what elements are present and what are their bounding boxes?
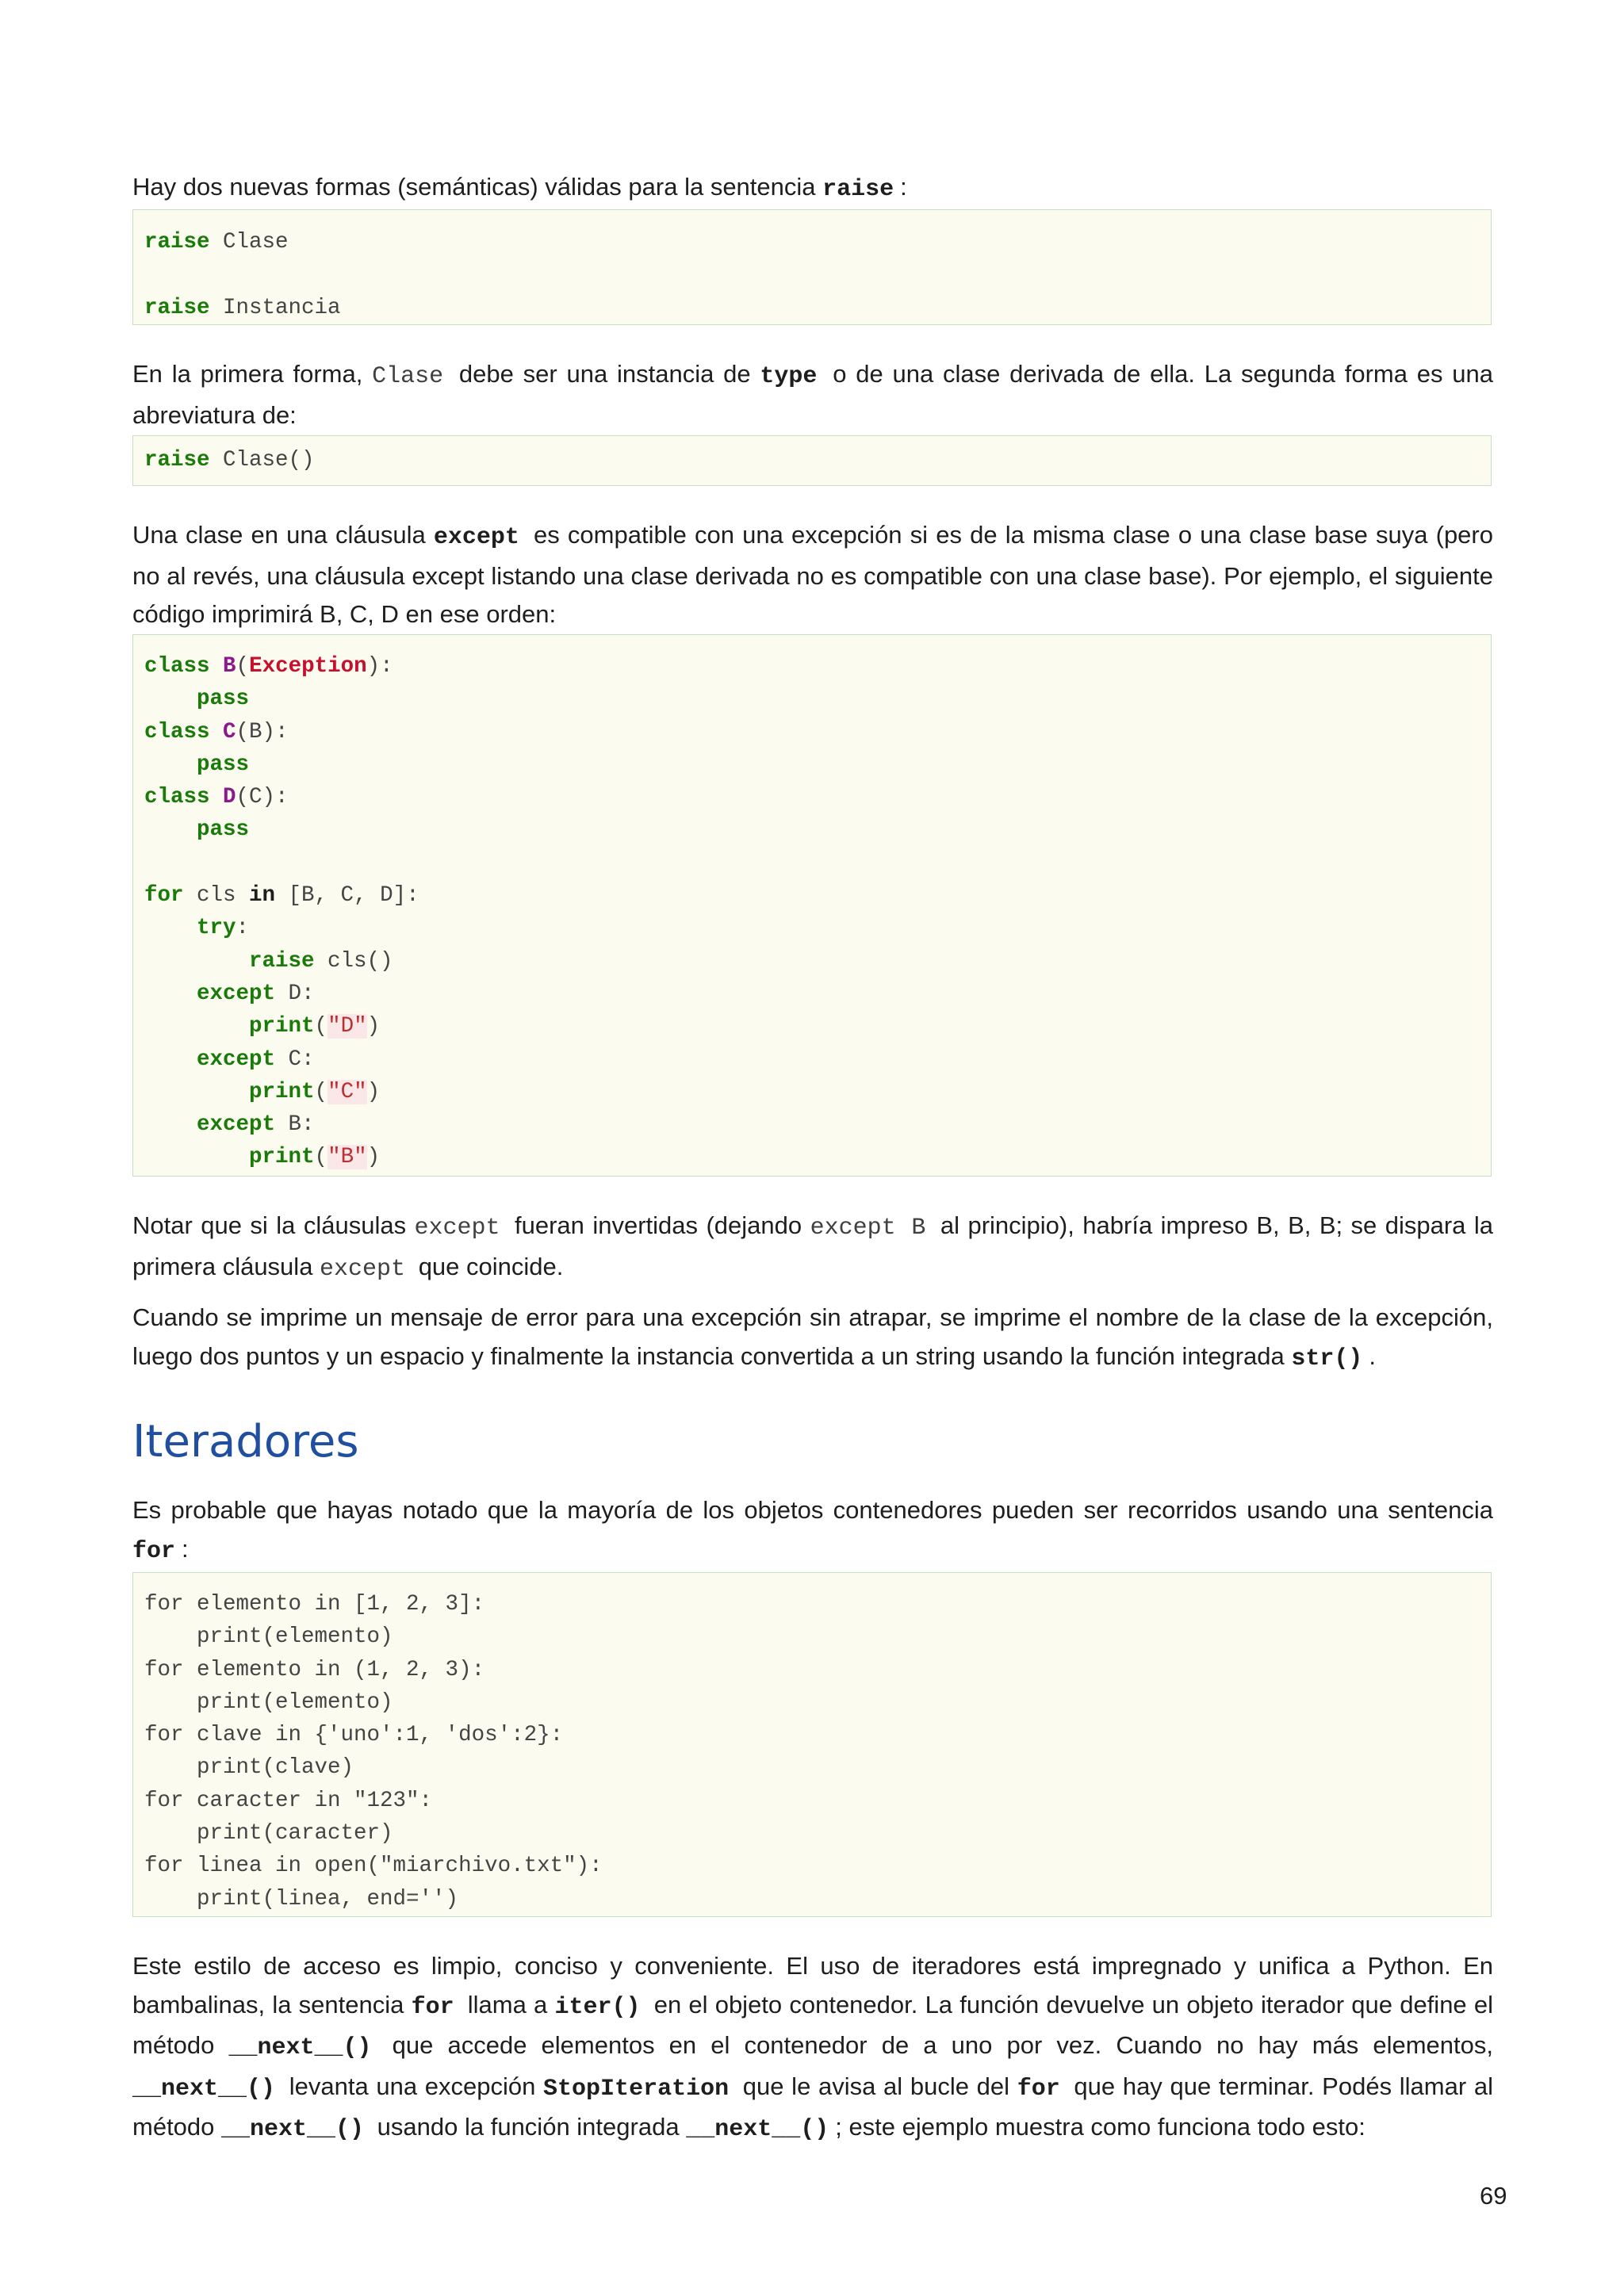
- code-line: except B:: [197, 1112, 315, 1138]
- code-line: [144, 258, 1491, 291]
- code-line: print("D"): [249, 1014, 381, 1039]
- inline-code-str: str(): [1291, 1345, 1363, 1372]
- code-line: print("C"): [249, 1079, 381, 1104]
- paragraph-except-compatible: Una clase en una cláusula except es compatible con una excepción si es de la misma clase o una clase base suya (pero no al revés, una cláusula except listando una clase derivada no es compatible con una clase base). Por ejemplo, el siguiente código imprimirá B, C, D en ese orden:: [132, 521, 1493, 628]
- paragraph-iterador-explicacion: Este estilo de acceso es limpio, conciso y conveniente. El uso de iteradores está impregnado y unifica a Python. En bambalinas, la sentencia for llama a iter() en el objeto contenedor. La función devuelve un objeto iterador que define el método __next__() que accede elementos en el contenedor de a uno por vez. Cuando no hay más elementos, __next__() levanta una excepción StopIteration que le avisa al bucle del for que hay que terminar. Podés llamar al método __next__() usando la función integrada __next__() ; este ejemplo muestra como funciona todo esto:: [132, 1952, 1494, 2143]
- code-line: except C:: [197, 1047, 315, 1072]
- code-line: print(caracter): [144, 1821, 393, 1846]
- code-line: print(clave): [144, 1755, 354, 1781]
- inline-code-for: for: [411, 1993, 454, 2021]
- inline-code-except: except: [433, 524, 519, 551]
- inline-code-except-b: except B: [810, 1215, 926, 1242]
- code-block-exception-classes: [132, 634, 1492, 1177]
- code-line: for caracter in "123":: [144, 1788, 433, 1813]
- paragraph-primera-forma: En la primera forma, Clase debe ser una instancia de type o de una clase derivada de ella. La segunda forma es una abreviatura de:: [132, 360, 1494, 429]
- code-line: pass: [197, 687, 250, 712]
- inline-code-for: for: [1017, 2075, 1060, 2103]
- code-line: class B(Exception):: [144, 654, 393, 679]
- inline-code-next: __next__(): [228, 2034, 372, 2061]
- code-line: class D(C):: [144, 785, 289, 810]
- code-block-raise-forms: [132, 209, 1492, 325]
- code-line: [144, 847, 1491, 879]
- code-line: raise Clase: [144, 230, 289, 254]
- inline-code-for: for: [132, 1537, 176, 1565]
- code-line: except D:: [197, 981, 315, 1006]
- code-line: for elemento in [1, 2, 3]:: [144, 1592, 485, 1617]
- inline-code-next: __next__(): [221, 2116, 365, 2143]
- code-line: print(elemento): [144, 1624, 393, 1650]
- section-heading-iteradores: Iteradores: [132, 1416, 359, 1468]
- inline-code-raise: raise: [822, 176, 894, 203]
- code-line: print(linea, end=''): [144, 1886, 459, 1911]
- code-line: raise cls(): [249, 948, 393, 974]
- paragraph-notar-que: Notar que si la cláusulas except fueran invertidas (dejando except B al principio), habría impreso B, B, B; se dispara la primera cláusula except que coincide.: [132, 1211, 1493, 1283]
- code-line: try:: [197, 916, 250, 941]
- paragraph-iteradores-intro: Es probable que hayas notado que la mayoría de los objetos contenedores pueden ser recorridos usando una sentencia for :: [132, 1496, 1493, 1565]
- code-line: for linea in open("miarchivo.txt"):: [144, 1854, 603, 1879]
- code-line: pass: [197, 817, 250, 843]
- code-line: print("B"): [249, 1145, 381, 1170]
- code-line: for clave in {'uno':1, 'dos':2}:: [144, 1723, 564, 1748]
- paragraph-mensaje-error: Cuando se imprime un mensaje de error para una excepción sin atrapar, se imprime el nombre de la clase de la excepción, luego dos puntos y un espacio y finalmente la instancia convertida a un string usando la función integrada str() .: [132, 1303, 1493, 1372]
- code-line: class C(B):: [144, 719, 289, 744]
- inline-code-next: __next__(): [686, 2116, 829, 2143]
- code-line: raise Clase(): [144, 448, 315, 473]
- inline-code-type: type: [760, 363, 818, 390]
- code-line: for elemento in (1, 2, 3):: [144, 1657, 485, 1682]
- inline-code-iter: iter(): [554, 1993, 641, 2021]
- code-block-raise-clase: [132, 435, 1492, 486]
- paragraph-raise-intro: Hay dos nuevas formas (semánticas) válidas para la sentencia raise :: [132, 173, 907, 203]
- inline-code-except: except: [414, 1215, 500, 1242]
- code-line: pass: [197, 752, 250, 777]
- inline-code-clase: Clase: [372, 363, 444, 390]
- page-number: 69: [1480, 2182, 1507, 2210]
- inline-code-stopiteration: StopIteration: [543, 2075, 730, 2103]
- code-line: for cls in [B, C, D]:: [144, 883, 419, 909]
- inline-code-next: __next__(): [132, 2075, 276, 2103]
- code-line: raise Instancia: [144, 295, 341, 320]
- inline-code-except: except: [320, 1255, 406, 1283]
- code-block-for-loops: [132, 1572, 1492, 1917]
- code-line: print(elemento): [144, 1689, 393, 1715]
